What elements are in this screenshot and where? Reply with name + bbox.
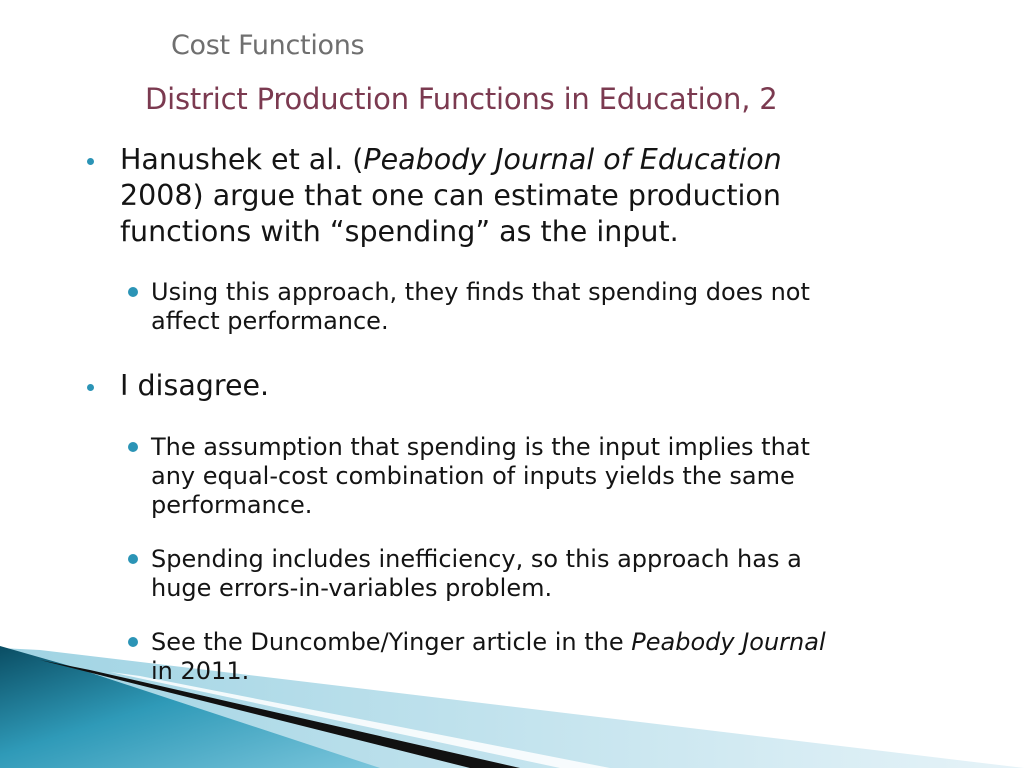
bullet-marker [87,158,94,165]
slide-title: Cost Functions [171,30,365,61]
text-line: in 2011. [151,657,250,685]
text-line: See the Duncombe/Yinger article in the Peabody Journal [151,628,826,656]
sub-bullet-marker [128,287,138,297]
bullet-marker [87,384,94,391]
text-line: performance. [151,491,313,519]
text-line: Using this approach, they finds that spending does not [151,278,810,306]
text-line: The assumption that spending is the input implies that [151,433,810,461]
text-line: any equal-cost combination of inputs yields the same [151,462,795,490]
sub-bullet-marker [128,637,138,647]
sub-bullet-text [151,433,971,520]
text-line: I disagree. [120,369,270,402]
text-line: functions with “spending” as the input. [120,215,679,248]
text-line: huge errors-in-variables problem. [151,574,553,602]
slide-subtitle: District Production Functions in Education, 2 [145,82,778,116]
sub-bullet-text [151,545,971,603]
sub-bullet-marker [128,442,138,452]
sub-bullet-text [151,278,971,336]
text-line: Spending includes inefficiency, so this approach has a [151,545,802,573]
sub-bullet-marker [128,554,138,564]
text-line: affect performance. [151,307,389,335]
sub-bullet-text [151,628,971,686]
text-line: Hanushek et al. (Peabody Journal of Education [120,143,782,176]
text-line: 2008) argue that one can estimate production [120,179,781,212]
bullet-text [120,142,940,250]
bullet-text [120,368,940,404]
